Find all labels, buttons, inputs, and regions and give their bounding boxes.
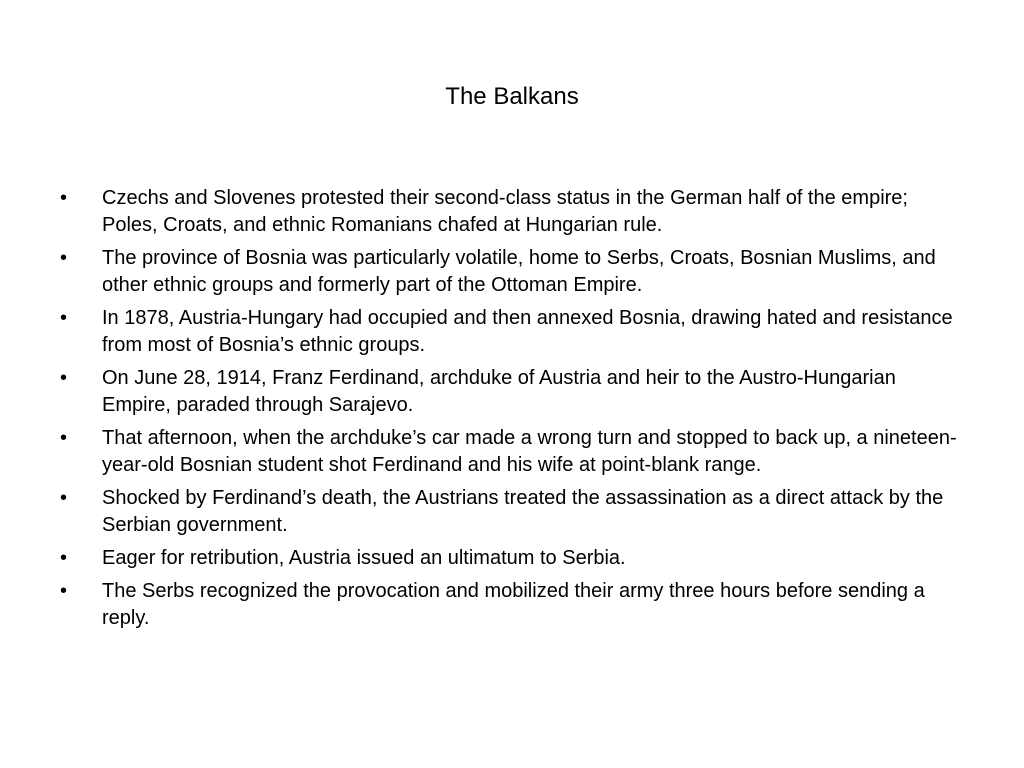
bullet-item [58,545,968,572]
bullet-text: The province of Bosnia was particularly volatile, home to Serbs, Croats, Bosnian Muslims, and other ethnic groups and formerly part of the Ottoman Empire. [102,247,936,296]
bullet-text: In 1878, Austria-Hungary had occupied and then annexed Bosnia, drawing hated and resistance from most of Bosnia’s ethnic groups. [102,307,953,356]
bullet-item [58,305,968,359]
bullet-icon: • [60,367,68,389]
bullet-text: The Serbs recognized the provocation and mobilized their army three hours before sending a reply. [102,580,925,629]
bullet-icon: • [60,580,68,602]
bullet-text: Shocked by Ferdinand’s death, the Austrians treated the assassination as a direct attack by the Serbian government. [102,487,944,536]
bullet-text: Czechs and Slovenes protested their second-class status in the German half of the empire; Poles, Croats, and ethnic Romanians chafed at Hungarian rule. [102,187,908,236]
bullet-icon: • [60,487,68,509]
bullet-item [58,485,968,539]
bullet-item [58,245,968,299]
bullet-icon: • [60,427,68,449]
bullet-item [58,425,968,479]
bullet-item [58,578,968,632]
bullet-text: That afternoon, when the archduke’s car made a wrong turn and stopped to back up, a nineteen-year-old Bosnian student shot Ferdinand and his wife at point-blank range. [102,427,957,476]
slide-title: The Balkans [445,83,579,110]
bullet-item [58,365,968,419]
bullet-text: Eager for retribution, Austria issued an ultimatum to Serbia. [102,547,626,569]
bullet-text: On June 28, 1914, Franz Ferdinand, archduke of Austria and heir to the Austro-Hungarian Empire, paraded through Sarajevo. [102,367,896,416]
bullet-icon: • [60,247,68,269]
bullet-icon: • [60,547,68,569]
bullet-icon: • [60,307,68,329]
bullet-list [58,185,968,638]
bullet-item [58,185,968,239]
bullet-icon: • [60,187,68,209]
